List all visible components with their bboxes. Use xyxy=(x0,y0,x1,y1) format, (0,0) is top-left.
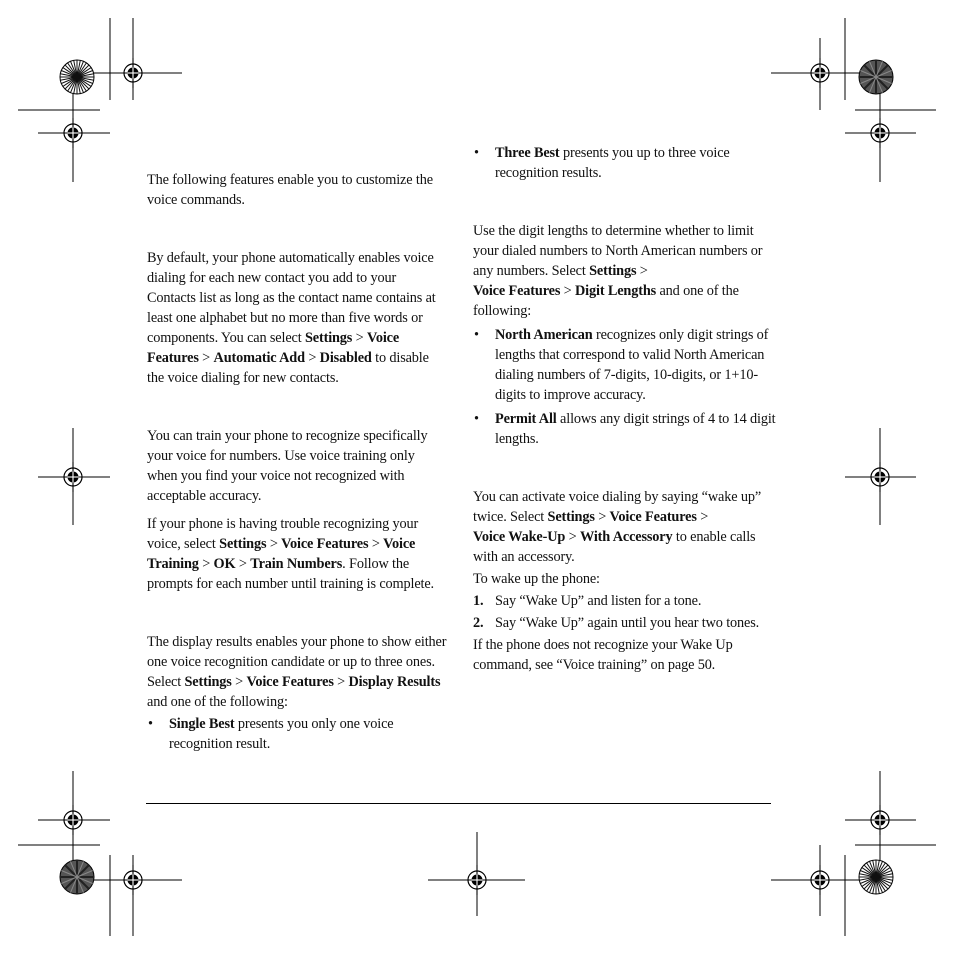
menu-automatic-add: Automatic Add xyxy=(213,350,305,366)
menu-digit-lengths: Digit Lengths xyxy=(575,283,657,299)
wake-up-closing-paragraph: If the phone does not recognize your Wake Up command, see “Voice training” on page 50. xyxy=(473,637,733,673)
menu-voice-wake-up: Voice Wake-Up xyxy=(473,529,566,545)
to-wake-text: To wake up the phone: xyxy=(473,571,600,587)
menu-settings: Settings xyxy=(304,330,353,346)
menu-train-numbers: Train Numbers xyxy=(250,556,343,572)
display-options-list-continued xyxy=(473,143,778,183)
menu-ok: OK xyxy=(213,556,236,572)
list-item-three-best: • Three Best presents you up to three voice recognition results. xyxy=(473,143,778,183)
menu-display-results: Display Results xyxy=(348,674,441,690)
left-column xyxy=(147,170,447,754)
menu-settings: Settings xyxy=(184,674,232,690)
training-paragraph-2: If your phone is having trouble recognizing your voice, select Settings > Voice Features > Voice Training > OK > Train Numbers. Follow the prompts for each number until training is complete. xyxy=(147,516,434,592)
menu-voice-training: Voice Training xyxy=(147,536,416,572)
menu-voice-features: Voice Features xyxy=(147,330,400,366)
right-column xyxy=(473,143,778,675)
menu-settings: Settings xyxy=(219,536,267,552)
menu-disabled: Disabled xyxy=(319,350,372,366)
menu-voice-features: Voice Features xyxy=(609,509,697,525)
list-item-single-best: • Single Best presents you only one voice recognition result. xyxy=(147,714,447,754)
display-options-list xyxy=(147,714,447,754)
step-item: 1. Say “Wake Up” and listen for a tone. xyxy=(473,593,702,609)
display-results-paragraph: The display results enables your phone to show either one voice recognition candidate or up to three ones. Select Settings > Voice Features > Display Results and one of the following: xyxy=(147,634,447,710)
menu-voice-features: Voice Features xyxy=(246,674,334,690)
footer-rule xyxy=(146,803,771,804)
wake-steps-list xyxy=(473,591,778,633)
menu-voice-features: Voice Features xyxy=(473,283,561,299)
menu-settings: Settings xyxy=(547,509,595,525)
digit-lengths-paragraph: Use the digit lengths to determine whether to limit your dialed numbers to North American numbers or any numbers. Select Settings > Voice Features > Digit Lengths and one of the following: xyxy=(473,223,763,319)
list-item-permit-all: • Permit All allows any digit strings of 4 to 14 digit lengths. xyxy=(473,409,778,449)
digit-options-list xyxy=(473,325,778,449)
list-item-north-american: • North American recognizes only digit strings of lengths that correspond to valid North American dialing numbers of 7-digits, 10-digits, or 1+10-digits to improve accuracy. xyxy=(473,325,778,405)
training-paragraph-1: You can train your phone to recognize specifically your voice for numbers. Use voice training only when you find your voice not recognized with acceptable accuracy. xyxy=(147,428,428,504)
step-item: 2. Say “Wake Up” again until you hear two tones. xyxy=(473,615,760,631)
intro-paragraph: The following features enable you to customize the voice commands. xyxy=(147,172,433,208)
menu-voice-features: Voice Features xyxy=(281,536,369,552)
automatic-add-paragraph: By default, your phone automatically enables voice dialing for each new contact you add to your Contacts list as long as the contact name contains at least one alphabet but no more than five words or components. You can select Settings > Voice Features > Automatic Add > Disabled to disable the voice dialing for new contacts. xyxy=(147,250,436,386)
menu-with-accessory: With Accessory xyxy=(579,529,673,545)
wake-up-paragraph: You can activate voice dialing by saying “wake up” twice. Select Settings > Voice Features > Voice Wake-Up > With Accessory to enable calls with an accessory. xyxy=(473,489,762,565)
menu-settings: Settings xyxy=(589,263,637,279)
